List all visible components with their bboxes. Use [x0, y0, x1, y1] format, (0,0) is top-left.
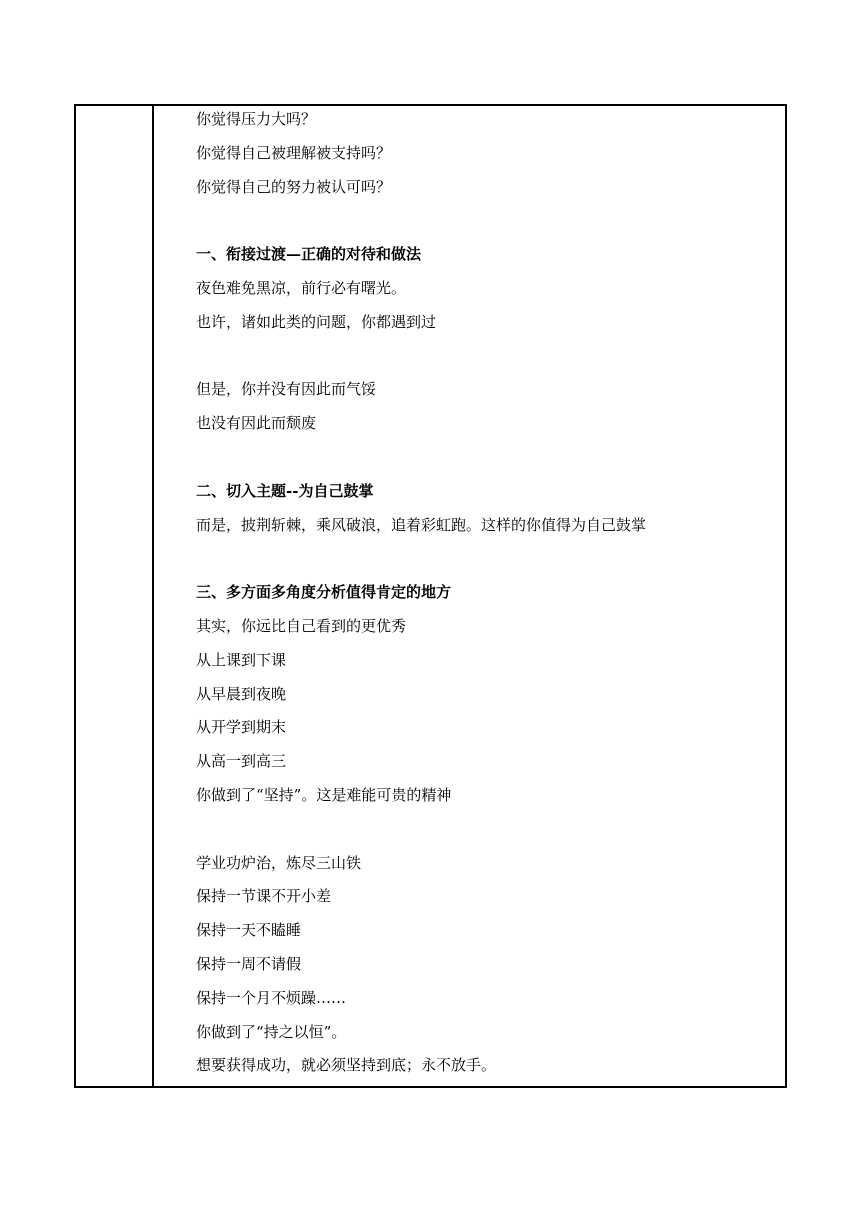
text-line: 你做到了“坚持”。这是难能可贵的精神: [196, 785, 452, 804]
content-lines: [196, 106, 785, 1086]
blank-line: [196, 816, 785, 850]
text-line: 保持一天不瞌睡: [196, 921, 302, 940]
blank-line: [196, 444, 785, 478]
text-line: 其实，你远比自己看到的更优秀: [196, 616, 407, 635]
text-line: 也许，诸如此类的问题，你都遇到过: [196, 312, 437, 331]
text-line: 而是，披荆斩棘，乘风破浪，追着彩虹跑。这样的你值得为自己鼓掌: [196, 515, 647, 534]
blank-line: [196, 207, 785, 241]
text-line: 保持一个月不烦躁……: [196, 988, 347, 1007]
lesson-table: [74, 104, 787, 1088]
text-line: 夜色难免黑凉，前行必有曙光。: [196, 278, 407, 297]
text-line: 从上课到下课: [196, 650, 287, 669]
content-cell: [153, 105, 786, 1087]
text-line: 你觉得自己的努力被认可吗？: [196, 177, 392, 196]
text-line: 保持一周不请假: [196, 954, 302, 973]
text-line: 保持一节课不开小差: [196, 887, 332, 906]
table-row: [75, 105, 786, 1087]
blank-line: [196, 545, 785, 579]
text-line: 你觉得自己被理解被支持吗？: [196, 143, 392, 162]
text-line: 从早晨到夜晚: [196, 684, 287, 703]
section-heading: 一、衔接过渡—正确的对待和做法: [196, 245, 422, 264]
text-line: 想要获得成功，就必须坚持到底；永不放手。: [196, 1056, 497, 1075]
text-line: 你做到了“持之以恒”。: [196, 1022, 347, 1041]
text-line: 但是，你并没有因此而气馁: [196, 380, 377, 399]
text-line: 你觉得压力大吗？: [196, 110, 317, 128]
text-line: 学业功炉治，炼尽三山铁: [196, 853, 362, 872]
section-heading: 三、多方面多角度分析值得肯定的地方: [196, 583, 452, 602]
text-line: 从高一到高三: [196, 752, 287, 771]
left-column-cell: [75, 105, 153, 1087]
text-line: 也没有因此而颓废: [196, 414, 317, 433]
text-line: 从开学到期末: [196, 718, 287, 737]
section-heading: 二、切入主题--为自己鼓掌: [196, 481, 374, 500]
blank-line: [196, 343, 785, 377]
